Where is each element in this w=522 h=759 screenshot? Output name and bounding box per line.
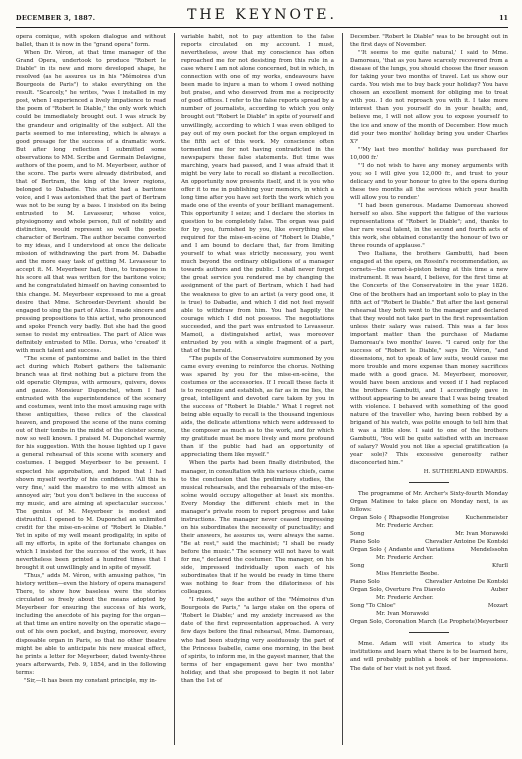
programme-row: Organ Solo, Overture Fra Diavolo Auber bbox=[350, 587, 508, 594]
paragraph: December. "Robert le Diable" was to be brought out in the first days of November. bbox=[350, 34, 508, 49]
column-1 bbox=[16, 33, 166, 745]
article-columns bbox=[16, 33, 508, 745]
programme-performer: Miss Henriette Beebe. bbox=[376, 571, 440, 578]
programme-row: Organ Solo { Andante and Variations Mendelssohn bbox=[350, 546, 508, 553]
paragraph: "I had been generous. Madame Damoreau showed herself so also. She support the fatigue of the various representations of "Robert le Diable"; and, thanks to her rare vocal talent, in the second and fourth acts of this work, she obtained constantly the honour of two or three rounds of applause." bbox=[350, 202, 508, 250]
paragraph: "The scene of pantomime and ballet in the third act during which Robert gathers the talismanic branch was at first nothing but a picture from the old operatic Olympus, with armours, quivers, doves and gauze. Monsieur Duponchel, whom I had entrusted with the superintendence of the scenery and costumes, went into the most amusing rage with these antiquities, these relics of the classical heaven, and proposed the scene of the nuns coming out of their tombs in the midst of the cloister scene, now so well known. I praised M. Duponchel warmly for his suggestion. With the house lighted up I gave a general rehearsal of this scene with scenery and costumes. I begged Meyerbeer to be present. I expected his approbation, and hoped that I had shown myself worthy of his confidence. 'All this is very fine,' said the maestro to me with almost an annoyed air; 'but you don't believe in the success of my music, and are aiming at spectacular success.' The genius of M. Meyerbeer is modest and distrustful. I opened to M. Duponchel an unlimited credit for the mise-en-scène of "Robert le Diable." Yet in spite of my well meant prodigality, in spite of all my efforts, in spite of the fortunate changes on which I insisted for the success of the work, it has nevertheless been printed a hundred times that I brought it out unwillingly and in spite of myself. bbox=[16, 355, 166, 572]
programme-performer: Mr. Ivan Morawski bbox=[376, 611, 429, 618]
paragraph: "I risked," says the author of the "Mémoires d'un Bourgeois de Paris," "a large stake on the opera of 'Robert le Diable;' and my anxiety increased as the date of the first representation approached. A very few days before the final rehearsal, Mme. Damoreau, who had been studying very assiduously the part of the Princess Isabelle, came one morning, in the best of spirits, to inform me, in the gayest manner, that the terms of her engagement gave her two months' holiday, and that she proposed to begin it not later than the 1st of bbox=[181, 597, 334, 684]
paragraph: When the parts had been finally distributed, the manager, in consultation with his various chiefs, came to the conclusion that the preliminary studies, the musical rehearsals, and the rehearsals of the mise-en-scène would occupy altogether at least six months. Every Monday the different chiefs met in the manager's private room to report progress and take instructions. The manager never ceased impressing on his subordinates the necessity of punctuality; and their answers, he assures us, were always the same. "Be at rest," said the machinist; "I shall be ready before the music." The scenery will not have to wait for me," declared the costumer. The manager, on his side, impressed individually upon each of his subordinates that if he would be ready in time there was nothing to fear from the dilatoriness of his colleagues. bbox=[181, 460, 334, 596]
section-rule bbox=[409, 632, 449, 633]
paragraph: "'It seems to me quite natural,' I said to Mme. Damoreau, 'that as you have scarcely recovered from a disease of the lungs, you should choose the finer season for taking your two months of travel. Let us show our cards. You wish me to buy back your holiday? You have chosen an excellent moment for obliging me to treat with you. I do not reproach you with it. I take more interest than you yourself do in your health; and, believe me, I will not allow you to expose yourself to the ice and snow of the month of December. How much did your two months' holiday bring you under Charles X?' bbox=[350, 50, 508, 145]
paragraph: When Dr. Véron, at that time manager of the Grand Opera, undertook to produce "Robert le Diable" in its new and more developed shape, he resolved (as he assures us in his "Mémoires d'un Bourgeois de Paris") to stake everything on the result. "Scarcely," he writes, "was I installed in my post, when I experienced a lively impatience to read the poem of "Robert le Diable," the only work which could be immediately brought out. I was struck by the grandeur and originality of the subject. All the parts seemed to me interesting, which is always a good presage for the success of a dramatic work. But after long reflection I submitted some observations to MM. Scribe and Germain Delavigne, authors of the poem, and to M. Meyerbeer, author of the score. The parts were already distributed, and that of Bertram, the king of the lower regions, belonged to Dabadie. This artist had a baritone voice, and I was astonished that the part of Bertram was not to be sung by a bass. I insisted on its being entrusted to M. Levasseur, whose voice, physiognomy and whole person, full of nobility and distinction, would represent so well the poetic character of Bertram. The author became converted to my ideas, and I understood at once the delicate mission of withdrawing the part from M. Dabadie and the more easy task of getting M. Levasseur to accept it. M. Meyerbeer had, then, to transpose in his score all that was written for the baritone voice; and he congratulated himself on having consented to this change. M. Meyerbeer expressed to me a great desire that Mme. Schroeder-Devrient should be engaged to sing the part of Alice. I made sincere and pressing propositions to this artist, who pronounced and spoke French very badly. But she had the good sense to resist my entreaties. The part of Alice was definitely entrusted to Mlle. Dorus, who 'created' it with much talent and success. bbox=[16, 50, 166, 354]
page-number: 11 bbox=[499, 14, 508, 22]
paragraph: "Sir,—It has been my constant principle, my in- bbox=[24, 677, 157, 684]
programme-row: Piano Solo Chevalier Antoine De Kontski bbox=[350, 579, 508, 586]
programme-row: Song Kfurll bbox=[350, 563, 508, 569]
section-rule bbox=[409, 482, 449, 483]
programme-row: Organ Solo, Coronation March (Le Prophete) Meyerbeer bbox=[350, 619, 508, 626]
column-divider bbox=[342, 33, 343, 745]
masthead-title: THE KEYNOTE. bbox=[187, 7, 337, 23]
programme-performer: Mr. Frederic Archer. bbox=[376, 595, 434, 602]
paragraph: "Thus," adds M. Véron, with amusing pathos, "in history written—even the history of opera managers! There, to show how baseless were the stories circulated so freely about the means adopted by Meyerbeer for ensuring the success of his work, including the anecdote of his paying for the organ—at that time an entire novelty on the operatic stage—out of his own pocket, and buying, moreover, every disposable organ in Paris, so that no other theatre might be able to anticipate his new musical effect, he prints a letter for Meyerbeer, dated twenty-three years afterwards, Feb. 9, 1854, and in the following terms: bbox=[16, 573, 166, 676]
column-3 bbox=[350, 33, 508, 745]
paragraph: "'My last two months' holiday was purchased for 10,000 fr.' bbox=[350, 146, 508, 161]
programme-intro: The programme of Mr. Archer's Sixty-fourth Monday Organ Matinee to take place on Monday next, is as follows: bbox=[350, 490, 508, 513]
programme-performer: Mr. Frederic Archer. bbox=[376, 554, 434, 561]
paragraph: "'I do not wish to have any money arguments with you; so I will give you 12,000 fr., and trust to your delicacy and to your honour to give to the opera during these two months all the services which your health will allow you to render.' bbox=[350, 162, 508, 201]
programme-row: Piano Solo Chevalier Antoine De Kontski bbox=[350, 538, 508, 545]
page-header bbox=[16, 6, 508, 28]
programme-row: Organ Solo { Rhapsodie Hongroise Kuchenmeister bbox=[350, 514, 508, 521]
column-divider bbox=[174, 33, 175, 745]
paragraph: Two Italians, the brothers Gambutti, had been engaged at the opera, on Rossini's recommendation, as cornets—the cornet-à-piston being at this time a new instrument. It was heard, I believe, for the first time at the Concerts of the Conservatoire in the year 1826. One of the brothers had an important solo to play in the fifth act of "Robert le Diable." But after the last general rehearsal they both went to the manager and declared that they would not take part in the first representation unless their salary was raised. This was a far less important matter than the purchase of Madame Damoreau's two months' leave. "I cared only for the success of "Robert le Diable," says Dr. Véron, "and dissensions, not to speak of law suits, would cause me more trouble and more expense than money sacrifices made with a good grace. M. Meyerbeer, moreover, would have been anxious and vexed if I had replaced the brothers Gambutti, and I accordingly gave in without appearing to be aware that I was being treated with violence. I behaved with something of the good nature of the traveller who, having been robbed by a brigand of his watch, was polite enough to tell him that it was a little slow. I said to one of the brothers Gambutti, 'You will be quite satisfied with an increase of salary? Would you not like a special gratification (a year sole)? This excessive generosity rather disconcerted him." bbox=[350, 251, 508, 467]
programme-performer: Mr. Frederic Archer. bbox=[376, 522, 434, 529]
paragraph: opera comique, with spoken dialogue and without ballet, than it is now in the "grand opera" form. bbox=[16, 34, 166, 49]
closing-paragraph: Mme. Adam will visit America to study its institutions and learn what there is to be learned here, and will probably publish a book of her impressions. The date of her visit is not yet fixed. bbox=[350, 641, 508, 672]
column-2 bbox=[181, 33, 334, 745]
programme-row: Song "To Chloe" Mozart bbox=[350, 603, 508, 610]
paragraph: variable habit, not to pay attention to the false reports circulated on my account. I must, nevertheless, avow that my conscience has often reproached me for not desisting from this rule in a case where I am not alone concerned, but in which, in connection with one of my works, endeavours have been made to injure a man to whom I owed nothing but praise, and who deserved from me a reciprocity of good offices. I refer to the false reports spread by a number of journalists, according to which you only brought out "Robert le Diable" in spite of yourself and unwillingly, according to which I was even obliged to pay out of my own pocket for the organ employed in the fifth act of this work. My conscience often tormented me for not having contradicted in the newspapers these false statements. But time was marching, years had passed, and I was afraid that it might be very late to recall so distant a recollection. An opportunity now presents itself, and it is you who offer it to me in publishing your memoirs, in which a long time after you have set forth the work which you made one of the events of your brilliant management. This opportunity I seize; and I declare the stories in question to be completely false. The organ was paid for by you, furnished by you, like everything else required for the mise-en-scène of "Robert le Diable," and I am bound to declare that, far from limiting yourself to what was strictly necessary, you went much beyond the ordinary obligations of a manager towards authors and the public. I shall never forget the great service you rendered me by changing the assignment of the part of Bertram, which I had had the weakness to give to an artist (a very good one, it is true) to Dabadie, and which I did not feel myself able to withdraw from him. You had happily the courage which I did not possess. The negotiations succeeded, and the part was entrusted to Levasseur. Mamoil, a distinguished artist, was moreover entrusted by you with a single fragment of a part, that of the herald. bbox=[181, 34, 334, 354]
programme-row: Song Mr. Ivan Morawski bbox=[350, 530, 508, 537]
issue-date: DECEMBER 3, 1887. bbox=[16, 14, 96, 22]
author-signature: H. SUTHERLAND EDWARDS. bbox=[423, 468, 508, 475]
header-rule bbox=[16, 27, 508, 28]
paragraph: "The pupils of the Conservatoire summoned by you came every evening to reinforce the chorus. Nothing was spared by you for the mise-en-scène, the costumes or the accessories. If I recall these facts it is to recognize and establish, as far as in me lies, the great, intelligent and devoted care taken by you in the success of "Robert le Diable." What I regret not being able equally to recall is the thousand ingenious aids, the delicate attentions which were addressed to the composer as much as to the work, and for which my gratitude must be more lively and more profound than if the public had had an opportunity of appreciating them like myself." bbox=[181, 355, 334, 459]
